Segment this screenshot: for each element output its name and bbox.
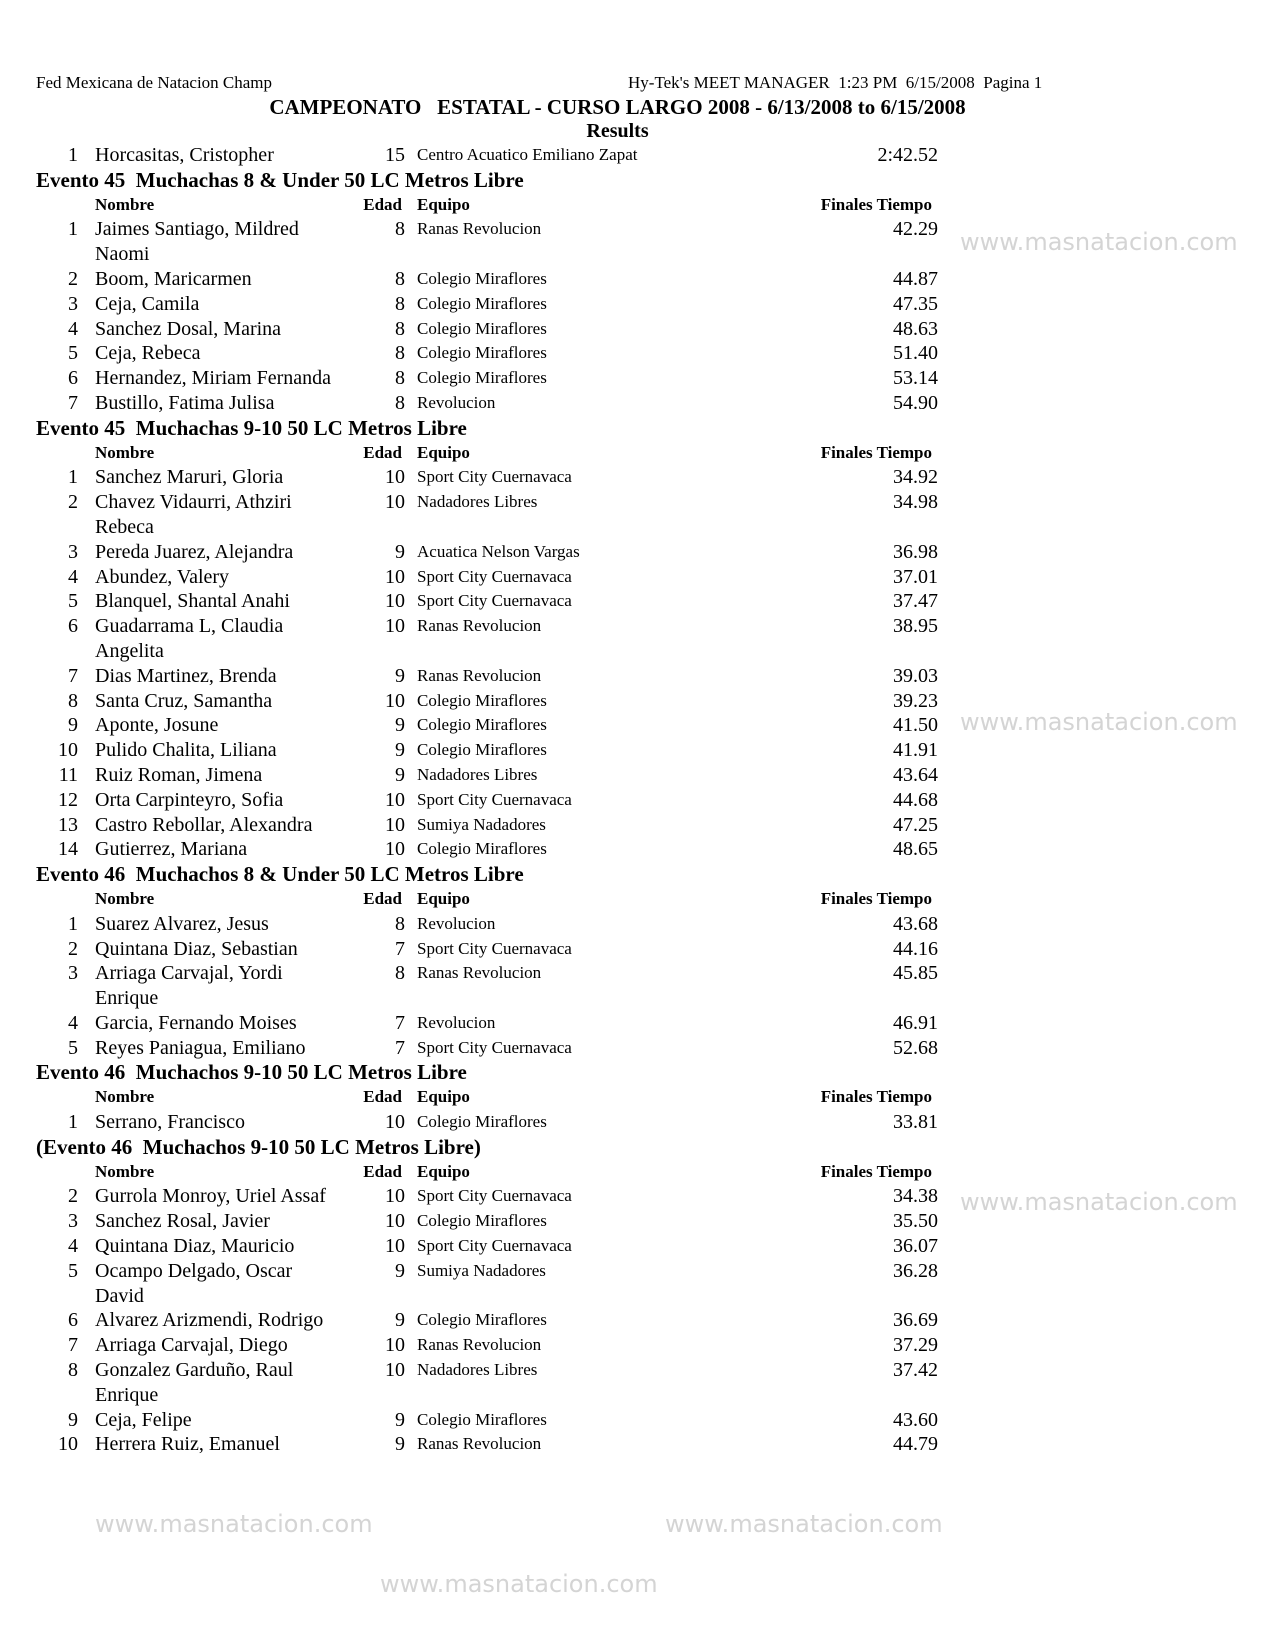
team: Colegio Miraflores <box>417 839 547 859</box>
column-edad: Edad <box>363 442 402 462</box>
team: Colegio Miraflores <box>417 1409 547 1429</box>
column-finales-tiempo: Finales Tiempo <box>820 888 932 908</box>
swimmer-name-continued: Enrique <box>95 1383 159 1406</box>
watermark: www.masnatacion.com <box>95 1510 373 1538</box>
column-headers <box>0 1160 1275 1185</box>
swimmer-name-continued: Rebeca <box>95 515 154 538</box>
team: Ranas Revolucion <box>417 616 542 636</box>
swimmer-name: Horcasitas, Cristopher <box>95 144 274 166</box>
team: Centro Acuatico Emiliano Zapat <box>417 145 638 164</box>
result-row <box>0 1234 1275 1259</box>
team: Colegio Miraflores <box>417 318 547 338</box>
result-row <box>0 1259 1275 1284</box>
finals-time: 36.98 <box>893 540 938 563</box>
age: 9 <box>395 763 405 786</box>
event-title: Evento 46 Muchachos 8 & Under 50 LC Metros Libre <box>36 862 524 887</box>
swimmer-name: Pulido Chalita, Liliana <box>95 739 277 762</box>
finals-time: 37.47 <box>893 590 938 613</box>
finals-time: 36.28 <box>893 1259 938 1282</box>
age: 9 <box>395 1259 405 1282</box>
swimmer-name: Sanchez Dosal, Marina <box>95 317 282 340</box>
age: 7 <box>395 1036 405 1059</box>
result-row <box>0 1432 1275 1457</box>
team: Sport City Cuernavaca <box>417 467 572 487</box>
result-row <box>0 689 1275 714</box>
team: Revolucion <box>417 1012 496 1032</box>
age: 9 <box>395 739 405 762</box>
column-equipo: Equipo <box>417 194 470 214</box>
swimmer-name: Herrera Ruiz, Emanuel <box>95 1433 280 1456</box>
swimmer-name: Boom, Maricarmen <box>95 267 252 290</box>
result-row <box>0 217 1275 242</box>
team: Colegio Miraflores <box>417 1112 547 1132</box>
place: 2 <box>68 491 78 514</box>
team: Ranas Revolucion <box>417 1434 542 1454</box>
result-row <box>0 490 1275 515</box>
watermark: www.masnatacion.com <box>960 228 1238 256</box>
result-row <box>0 1308 1275 1333</box>
age: 10 <box>385 1359 405 1382</box>
event-header <box>0 1060 1275 1085</box>
column-equipo: Equipo <box>417 1087 470 1107</box>
column-headers <box>0 1085 1275 1110</box>
watermark: www.masnatacion.com <box>960 1188 1238 1216</box>
result-row <box>0 738 1275 763</box>
result-row <box>0 837 1275 862</box>
column-nombre: Nombre <box>95 442 155 462</box>
finals-time: 45.85 <box>893 962 938 985</box>
event-header <box>0 1135 1275 1160</box>
swimmer-name: Ceja, Felipe <box>95 1408 192 1431</box>
result-row <box>0 1110 1275 1135</box>
finals-time: 52.68 <box>893 1036 938 1059</box>
place: 5 <box>68 1036 78 1059</box>
team: Sport City Cuernavaca <box>417 789 572 809</box>
column-nombre: Nombre <box>95 194 155 214</box>
swimmer-name: Ocampo Delgado, Oscar <box>95 1259 293 1282</box>
age: 10 <box>385 689 405 712</box>
result-row <box>0 937 1275 962</box>
finals-time: 47.35 <box>893 292 938 315</box>
finals-time: 46.91 <box>893 1011 938 1034</box>
place: 3 <box>68 540 78 563</box>
place: 13 <box>58 813 78 836</box>
swimmer-name: Sanchez Rosal, Javier <box>95 1210 270 1233</box>
age: 8 <box>395 267 405 290</box>
result-row <box>0 589 1275 614</box>
age: 10 <box>385 813 405 836</box>
age: 7 <box>395 1011 405 1034</box>
column-headers <box>0 441 1275 466</box>
age: 8 <box>395 962 405 985</box>
place: 1 <box>68 1111 78 1134</box>
meet-name: Fed Mexicana de Natacion Champ <box>36 73 273 92</box>
finals-time: 54.90 <box>893 391 938 414</box>
place: 4 <box>68 1235 78 1258</box>
place: 11 <box>58 763 78 786</box>
age: 8 <box>395 342 405 365</box>
result-row-continuation <box>0 639 1275 664</box>
team: Nadadores Libres <box>417 764 538 784</box>
place: 6 <box>68 1309 78 1332</box>
result-row <box>0 614 1275 639</box>
finals-time: 37.29 <box>893 1334 938 1357</box>
age: 8 <box>395 317 405 340</box>
age: 10 <box>385 788 405 811</box>
place: 9 <box>68 714 78 737</box>
event-title: (Evento 46 Muchachos 9-10 50 LC Metros Libre) <box>36 1134 481 1159</box>
finals-time: 34.38 <box>893 1185 938 1208</box>
swimmer-name: Ceja, Camila <box>95 292 200 315</box>
team: Sumiya Nadadores <box>417 1260 546 1280</box>
finals-time: 43.60 <box>893 1408 938 1431</box>
age: 10 <box>385 1334 405 1357</box>
place: 5 <box>68 342 78 365</box>
age: 9 <box>395 1309 405 1332</box>
event-header <box>0 168 1275 193</box>
finals-time: 2:42.52 <box>877 144 938 166</box>
age: 10 <box>385 1210 405 1233</box>
team: Sumiya Nadadores <box>417 814 546 834</box>
column-headers <box>0 193 1275 218</box>
place: 4 <box>68 317 78 340</box>
age: 10 <box>385 838 405 861</box>
team: Ranas Revolucion <box>417 963 542 983</box>
swimmer-name-continued: Angelita <box>95 639 164 662</box>
column-edad: Edad <box>363 888 402 908</box>
place: 1 <box>68 218 78 241</box>
team: Colegio Miraflores <box>417 1310 547 1330</box>
finals-time: 38.95 <box>893 615 938 638</box>
place: 5 <box>68 1259 78 1282</box>
finals-time: 39.03 <box>893 664 938 687</box>
team: Sport City Cuernavaca <box>417 938 572 958</box>
column-equipo: Equipo <box>417 888 470 908</box>
finals-time: 34.98 <box>893 491 938 514</box>
team: Colegio Miraflores <box>417 268 547 288</box>
column-finales-tiempo: Finales Tiempo <box>820 194 932 214</box>
team: Ranas Revolucion <box>417 665 542 685</box>
swimmer-name: Aponte, Josune <box>95 714 219 737</box>
result-row <box>0 763 1275 788</box>
swimmer-name: Jaimes Santiago, Mildred <box>95 218 299 241</box>
place: 9 <box>68 1408 78 1431</box>
result-row <box>0 813 1275 838</box>
team: Acuatica Nelson Vargas <box>417 541 580 561</box>
place: 3 <box>68 962 78 985</box>
age: 10 <box>385 565 405 588</box>
age: 9 <box>395 714 405 737</box>
place: 1 <box>68 912 78 935</box>
swimmer-name: Ruiz Roman, Jimena <box>95 763 263 786</box>
team: Colegio Miraflores <box>417 368 547 388</box>
age: 9 <box>395 1408 405 1431</box>
team: Colegio Miraflores <box>417 715 547 735</box>
finals-time: 36.07 <box>893 1235 938 1258</box>
team: Sport City Cuernavaca <box>417 1186 572 1206</box>
place: 14 <box>58 838 78 861</box>
swimmer-name: Alvarez Arizmendi, Rodrigo <box>95 1309 324 1332</box>
finals-time: 53.14 <box>893 367 938 390</box>
finals-time: 44.87 <box>893 267 938 290</box>
team: Sport City Cuernavaca <box>417 591 572 611</box>
watermark: www.masnatacion.com <box>960 708 1238 736</box>
age: 10 <box>385 1185 405 1208</box>
finals-time: 48.63 <box>893 317 938 340</box>
column-nombre: Nombre <box>95 1087 155 1107</box>
team: Colegio Miraflores <box>417 343 547 363</box>
finals-time: 42.29 <box>893 218 938 241</box>
finals-time: 47.25 <box>893 813 938 836</box>
result-row <box>0 912 1275 937</box>
event-header <box>0 862 1275 887</box>
result-row <box>0 267 1275 292</box>
swimmer-name-continued: Enrique <box>95 987 159 1010</box>
team: Colegio Miraflores <box>417 1211 547 1231</box>
column-finales-tiempo: Finales Tiempo <box>820 1161 932 1181</box>
age: 10 <box>385 1235 405 1258</box>
place: 12 <box>58 788 78 811</box>
place: 7 <box>68 664 78 687</box>
watermark: www.masnatacion.com <box>380 1570 658 1598</box>
result-row <box>0 664 1275 689</box>
event-title: Evento 45 Muchachas 8 & Under 50 LC Metros Libre <box>36 167 524 192</box>
swimmer-name: Gutierrez, Mariana <box>95 838 248 861</box>
swimmer-name: Garcia, Fernando Moises <box>95 1011 297 1034</box>
column-finales-tiempo: Finales Tiempo <box>820 1087 932 1107</box>
swimmer-name: Arriaga Carvajal, Yordi <box>95 962 283 985</box>
finals-time: 37.01 <box>893 565 938 588</box>
team: Nadadores Libres <box>417 1360 538 1380</box>
swimmer-name: Gonzalez Garduño, Raul <box>95 1359 294 1382</box>
finals-time: 43.64 <box>893 763 938 786</box>
place: 4 <box>68 1011 78 1034</box>
finals-time: 51.40 <box>893 342 938 365</box>
place: 3 <box>68 1210 78 1233</box>
age: 8 <box>395 912 405 935</box>
age: 15 <box>385 144 405 166</box>
column-equipo: Equipo <box>417 1161 470 1181</box>
place: 1 <box>68 466 78 489</box>
finals-time: 41.91 <box>893 739 938 762</box>
team: Sport City Cuernavaca <box>417 566 572 586</box>
swimmer-name: Ceja, Rebeca <box>95 342 201 365</box>
column-edad: Edad <box>363 194 402 214</box>
result-row <box>0 713 1275 738</box>
team: Sport City Cuernavaca <box>417 1236 572 1256</box>
swimmer-name: Suarez Alvarez, Jesus <box>95 912 269 935</box>
finals-time: 36.69 <box>893 1309 938 1332</box>
place: 8 <box>68 1359 78 1382</box>
result-row <box>0 1209 1275 1234</box>
place: 5 <box>68 590 78 613</box>
result-row-continuation <box>0 1284 1275 1309</box>
swimmer-name: Hernandez, Miriam Fernanda <box>95 367 332 390</box>
result-row <box>0 1036 1275 1061</box>
team: Sport City Cuernavaca <box>417 1037 572 1057</box>
result-row <box>0 788 1275 813</box>
result-row-continuation <box>0 1383 1275 1408</box>
meet-title: CAMPEONATO ESTATAL - CURSO LARGO 2008 - 6/13/2008 to 6/15/2008 <box>269 95 966 119</box>
age: 10 <box>385 1111 405 1134</box>
place: 2 <box>68 937 78 960</box>
result-row <box>0 366 1275 391</box>
finals-time: 39.23 <box>893 689 938 712</box>
team: Ranas Revolucion <box>417 219 542 239</box>
event-title: Evento 45 Muchachas 9-10 50 LC Metros Libre <box>36 415 467 440</box>
swimmer-name: Quintana Diaz, Sebastian <box>95 937 298 960</box>
place: 10 <box>58 1433 78 1456</box>
column-edad: Edad <box>363 1087 402 1107</box>
place: 2 <box>68 1185 78 1208</box>
finals-time: 48.65 <box>893 838 938 861</box>
finals-time: 37.42 <box>893 1359 938 1382</box>
result-row <box>0 341 1275 366</box>
result-row <box>0 1358 1275 1383</box>
swimmer-name: Dias Martinez, Brenda <box>95 664 277 687</box>
event-header <box>0 416 1275 441</box>
result-row <box>0 143 1275 168</box>
column-finales-tiempo: Finales Tiempo <box>820 442 932 462</box>
finals-time: 34.92 <box>893 466 938 489</box>
swimmer-name: Bustillo, Fatima Julisa <box>95 391 275 414</box>
place: 4 <box>68 565 78 588</box>
place: 1 <box>68 144 78 166</box>
result-row <box>0 317 1275 342</box>
team: Revolucion <box>417 913 496 933</box>
swimmer-name: Chavez Vidaurri, Athziri <box>95 491 292 514</box>
event-title: Evento 46 Muchachos 9-10 50 LC Metros Libre <box>36 1060 467 1085</box>
swimmer-name: Guadarrama L, Claudia <box>95 615 284 638</box>
place: 10 <box>58 739 78 762</box>
swimmer-name: Sanchez Maruri, Gloria <box>95 466 284 489</box>
swimmer-name-continued: Naomi <box>95 243 150 266</box>
result-row <box>0 391 1275 416</box>
swimmer-name: Arriaga Carvajal, Diego <box>95 1334 288 1357</box>
age: 9 <box>395 1433 405 1456</box>
watermark: www.masnatacion.com <box>665 1510 943 1538</box>
results-subtitle: Results <box>586 120 649 142</box>
result-row <box>0 961 1275 986</box>
result-row-continuation <box>0 986 1275 1011</box>
column-nombre: Nombre <box>95 1161 155 1181</box>
team: Ranas Revolucion <box>417 1335 542 1355</box>
result-row <box>0 540 1275 565</box>
column-nombre: Nombre <box>95 888 155 908</box>
column-equipo: Equipo <box>417 442 470 462</box>
age: 8 <box>395 292 405 315</box>
team: Colegio Miraflores <box>417 740 547 760</box>
age: 9 <box>395 664 405 687</box>
finals-time: 44.16 <box>893 937 938 960</box>
swimmer-name: Santa Cruz, Samantha <box>95 689 273 712</box>
result-row <box>0 1011 1275 1036</box>
result-row <box>0 465 1275 490</box>
swimmer-name: Blanquel, Shantal Anahi <box>95 590 290 613</box>
finals-time: 44.68 <box>893 788 938 811</box>
result-row <box>0 1408 1275 1433</box>
finals-time: 44.79 <box>893 1433 938 1456</box>
place: 6 <box>68 367 78 390</box>
finals-time: 41.50 <box>893 714 938 737</box>
result-row <box>0 1333 1275 1358</box>
swimmer-name: Quintana Diaz, Mauricio <box>95 1235 295 1258</box>
age: 10 <box>385 466 405 489</box>
swimmer-name: Abundez, Valery <box>95 565 230 588</box>
place: 7 <box>68 1334 78 1357</box>
place: 7 <box>68 391 78 414</box>
result-row-continuation <box>0 242 1275 267</box>
age: 9 <box>395 540 405 563</box>
team: Revolucion <box>417 392 496 412</box>
age: 8 <box>395 367 405 390</box>
place: 3 <box>68 292 78 315</box>
team: Nadadores Libres <box>417 492 538 512</box>
age: 7 <box>395 937 405 960</box>
swimmer-name: Pereda Juarez, Alejandra <box>95 540 294 563</box>
place: 6 <box>68 615 78 638</box>
result-row <box>0 565 1275 590</box>
age: 8 <box>395 391 405 414</box>
age: 10 <box>385 590 405 613</box>
results-body <box>0 143 1275 1457</box>
swimmer-name: Reyes Paniagua, Emiliano <box>95 1036 306 1059</box>
place: 2 <box>68 267 78 290</box>
finals-time: 33.81 <box>893 1111 938 1134</box>
result-row-continuation <box>0 515 1275 540</box>
team: Colegio Miraflores <box>417 690 547 710</box>
finals-time: 35.50 <box>893 1210 938 1233</box>
team: Colegio Miraflores <box>417 293 547 313</box>
result-row <box>0 1184 1275 1209</box>
age: 10 <box>385 491 405 514</box>
swimmer-name: Serrano, Francisco <box>95 1111 245 1134</box>
column-edad: Edad <box>363 1161 402 1181</box>
place: 8 <box>68 689 78 712</box>
finals-time: 43.68 <box>893 912 938 935</box>
swimmer-name: Castro Rebollar, Alexandra <box>95 813 313 836</box>
software-header: Hy-Tek's MEET MANAGER 1:23 PM 6/15/2008 Pagina 1 <box>628 73 1043 92</box>
age: 10 <box>385 615 405 638</box>
swimmer-name-continued: David <box>95 1284 144 1307</box>
swimmer-name: Gurrola Monroy, Uriel Assaf <box>95 1185 326 1208</box>
swimmer-name: Orta Carpinteyro, Sofia <box>95 788 284 811</box>
result-row <box>0 292 1275 317</box>
age: 8 <box>395 218 405 241</box>
column-headers <box>0 887 1275 912</box>
